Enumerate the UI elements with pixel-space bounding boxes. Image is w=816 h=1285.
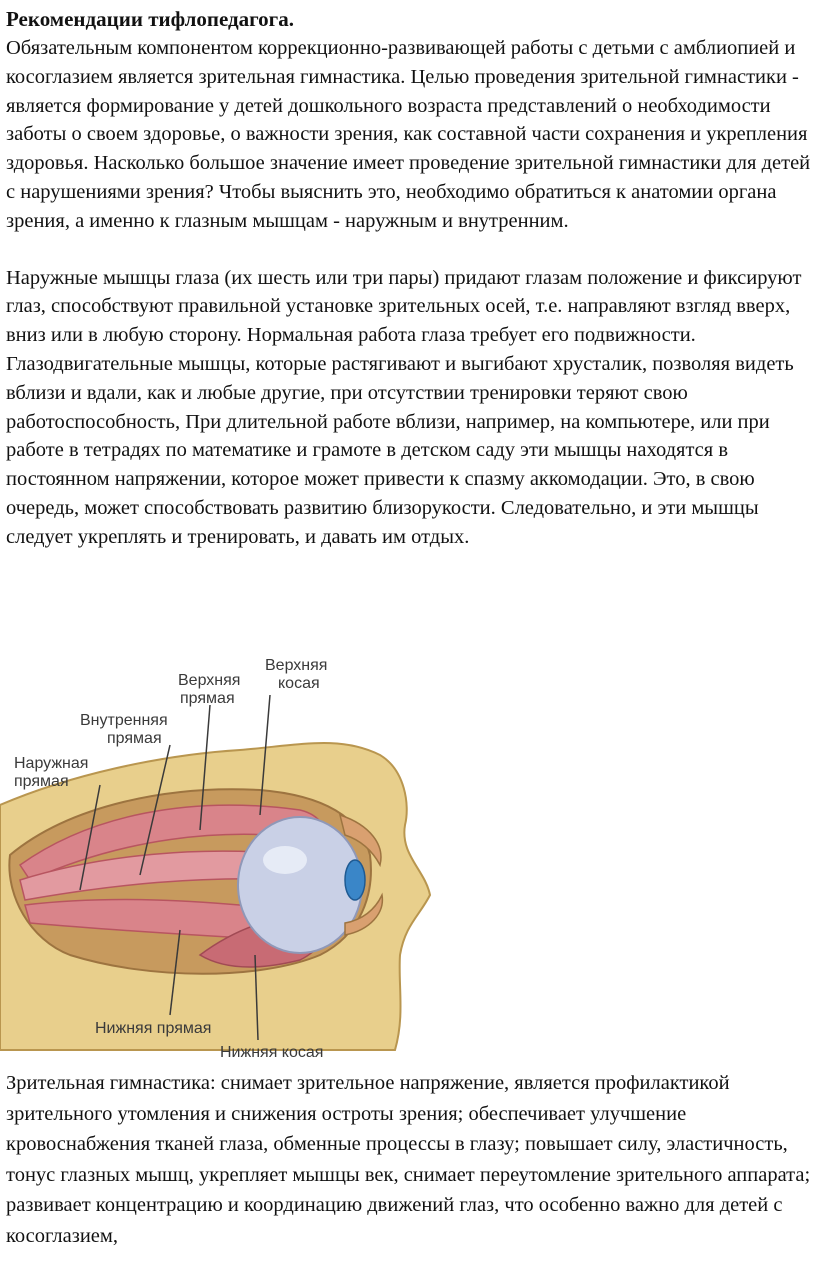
label-lateral-rectus-line1: Наружная [14, 755, 89, 772]
label-medial-rectus-line2: прямая [107, 730, 162, 747]
document-body [6, 4, 814, 552]
label-lateral-rectus-line2: прямая [14, 773, 69, 790]
label-superior-rectus-line2: прямая [180, 690, 235, 707]
document-body-continued [6, 1068, 814, 1251]
eye-anatomy-illustration [0, 655, 440, 1070]
document-title: Рекомендации тифлопедагога. [6, 7, 294, 31]
label-medial-rectus-line1: Внутренняя [80, 712, 168, 729]
iris [345, 860, 365, 900]
eyeball [238, 817, 362, 953]
label-superior-oblique-line1: Верхняя [265, 657, 328, 674]
label-inferior-oblique: Нижняя косая [220, 1044, 324, 1061]
paragraph-muscles: Наружные мышцы глаза (их шесть или три пары) придают глазам положение и фиксируют глаз, способствуют правильной установке зрительных осей, т.е. направляют взгляд вверх, вниз или в любую сторону. Нормальная работа глаза требует его подвижности. Глазодвигательные мышцы, которые растягивают и выгибают хрусталик, позволяя видеть вблизи и вдали, как и любые другие, при отсутствии тренировки теряют свою работоспособность, При длительной работе вблизи, например, на компьютере, или при работе в тетрадях по математике и грамоте в детском саду эти мышцы находятся в постоянном напряжении, которое может привести к спазму аккомодации. Это, в свою очередь, может способствовать развитию близорукости. Следовательно, и эти мышцы следует укреплять и тренировать, и давать им отдых. [6, 266, 802, 548]
eyeball-highlight [263, 846, 307, 874]
paragraph-intro: Обязательным компонентом коррекционно-развивающей работы с детьми с амблиопией и косоглазием является зрительная гимнастика. Целью проведения зрительной гимнастики - является формирование у детей дошкольного возраста представлений о необходимости заботы о своем здоровье, о важности зрения, как составной части сохранения и укрепления здоровья. Насколько большое значение имеет проведение зрительной гимнастики для детей с нарушениями зрения? Чтобы выяснить это, необходимо обратиться к анатомии органа зрения, а именно к глазным мышцам - наружным и внутренним. [6, 37, 811, 232]
paragraph-gymnastics: Зрительная гимнастика: снимает зрительное напряжение, является профилактикой зрительного утомления и снижения остроты зрения; обеспечивает улучшение кровоснабжения тканей глаза, обменные процессы в глазу; повышает силу, эластичность, тонус глазных мышц, укрепляет мышцы век, снимает переутомление зрительного аппарата; развивает концентрацию и координацию движений глаз, что особенно важно для детей с косоглазием, [6, 1072, 811, 1247]
label-inferior-rectus: Нижняя прямая [95, 1020, 212, 1037]
paragraph-spacer [6, 236, 814, 264]
eye-muscles-figure [0, 655, 440, 1070]
label-superior-oblique-line2: косая [278, 675, 320, 692]
label-superior-rectus-line1: Верхняя [178, 672, 241, 689]
